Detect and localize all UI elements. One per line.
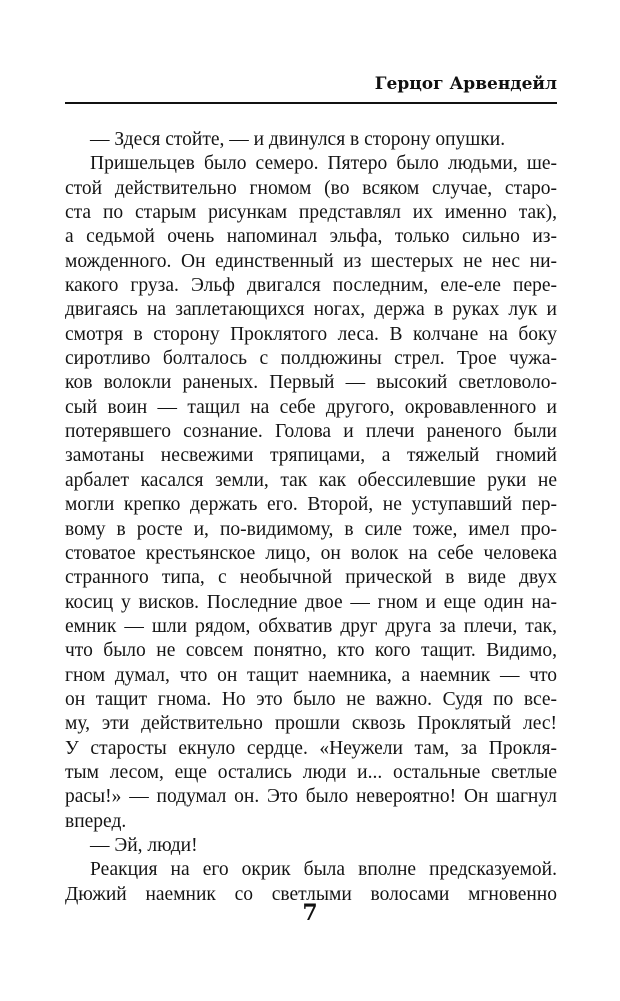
- text-line: сый воин — тащил на себе другого, окровавленного и: [65, 396, 557, 418]
- text-line: стоватое крестьянское лицо, он волок на себе человека: [65, 542, 557, 564]
- text-line: ста по старым рисункам представлял их именно так),: [65, 202, 557, 224]
- text-line: можденного. Он единственный из шестерых не нес ни-: [65, 250, 557, 272]
- text-line: двигаясь на заплетающихся ногах, держа в руках лук и: [65, 299, 557, 321]
- text-line: расы!» — подумал он. Это было невероятно! Он шагнул: [65, 786, 557, 808]
- paragraph: [65, 152, 557, 834]
- text-line: — Здеся стойте, — и двинулся в сторону опушки.: [90, 129, 506, 150]
- text-line: сиротливо болталось с полдюжины стрел. Трое чужа-: [65, 348, 557, 370]
- text-line: У старосты екнуло сердце. «Неужели там, за Прокля-: [65, 737, 557, 759]
- text-line: Дюжий наемник со светлыми волосами мгновенно: [65, 883, 557, 905]
- text-line: он тащит гнома. Но это было не важно. Судя по все-: [65, 688, 557, 710]
- text-line: косиц у висков. Последние двое — гном и еще один на-: [65, 591, 557, 613]
- text-line: вперед.: [65, 810, 127, 832]
- paragraph: [65, 128, 557, 152]
- text-line: Пришельцев было семеро. Пятеро было людьми, ше-: [90, 153, 557, 175]
- text-line: смотря в сторону Проклятого леса. В колчане на боку: [65, 323, 557, 345]
- text-line: му, эти действительно прошли сквозь Проклятый лес!: [65, 713, 557, 735]
- header-rule: [65, 102, 557, 104]
- text-line: — Эй, люди!: [90, 834, 198, 856]
- body-text: [65, 128, 557, 907]
- page-number: 7: [302, 900, 318, 926]
- text-line: замотаны несвежими тряпицами, а тяжелый гномий: [65, 445, 557, 467]
- text-line: тым лесом, еще остались люди и... остальные светлые: [65, 761, 557, 783]
- text-line: Реакция на его окрик была вполне предсказуемой.: [90, 859, 557, 881]
- running-title: Герцог Арвендейл: [374, 74, 557, 94]
- text-line: а седьмой очень напоминал эльфа, только сильно из-: [65, 226, 557, 248]
- text-line: ков волокли раненых. Первый — высокий светловоло-: [65, 372, 557, 394]
- paragraph: [65, 834, 557, 858]
- text-line: гном думал, что он тащит наемника, а наемник — что: [65, 664, 557, 686]
- text-line: что было не совсем понятно, кто кого тащит. Видимо,: [65, 640, 557, 662]
- text-line: емник — шли рядом, обхватив друг друга за плечи, так,: [65, 615, 557, 637]
- text-line: стой действительно гномом (во всяком случае, старо-: [65, 177, 557, 199]
- text-line: могли крепко держать его. Второй, не уступавший пер-: [65, 494, 557, 516]
- text-line: странного типа, с необычной прической в виде двух: [65, 567, 557, 589]
- text-line: арбалет касался земли, так как обессилевшие руки не: [65, 469, 557, 491]
- text-line: потерявшего сознание. Голова и плечи раненого были: [65, 421, 557, 443]
- text-line: какого груза. Эльф двигался последним, еле-еле пере-: [65, 275, 557, 297]
- text-line: вому в росте и, по-видимому, в силе тоже, имел про-: [65, 518, 557, 540]
